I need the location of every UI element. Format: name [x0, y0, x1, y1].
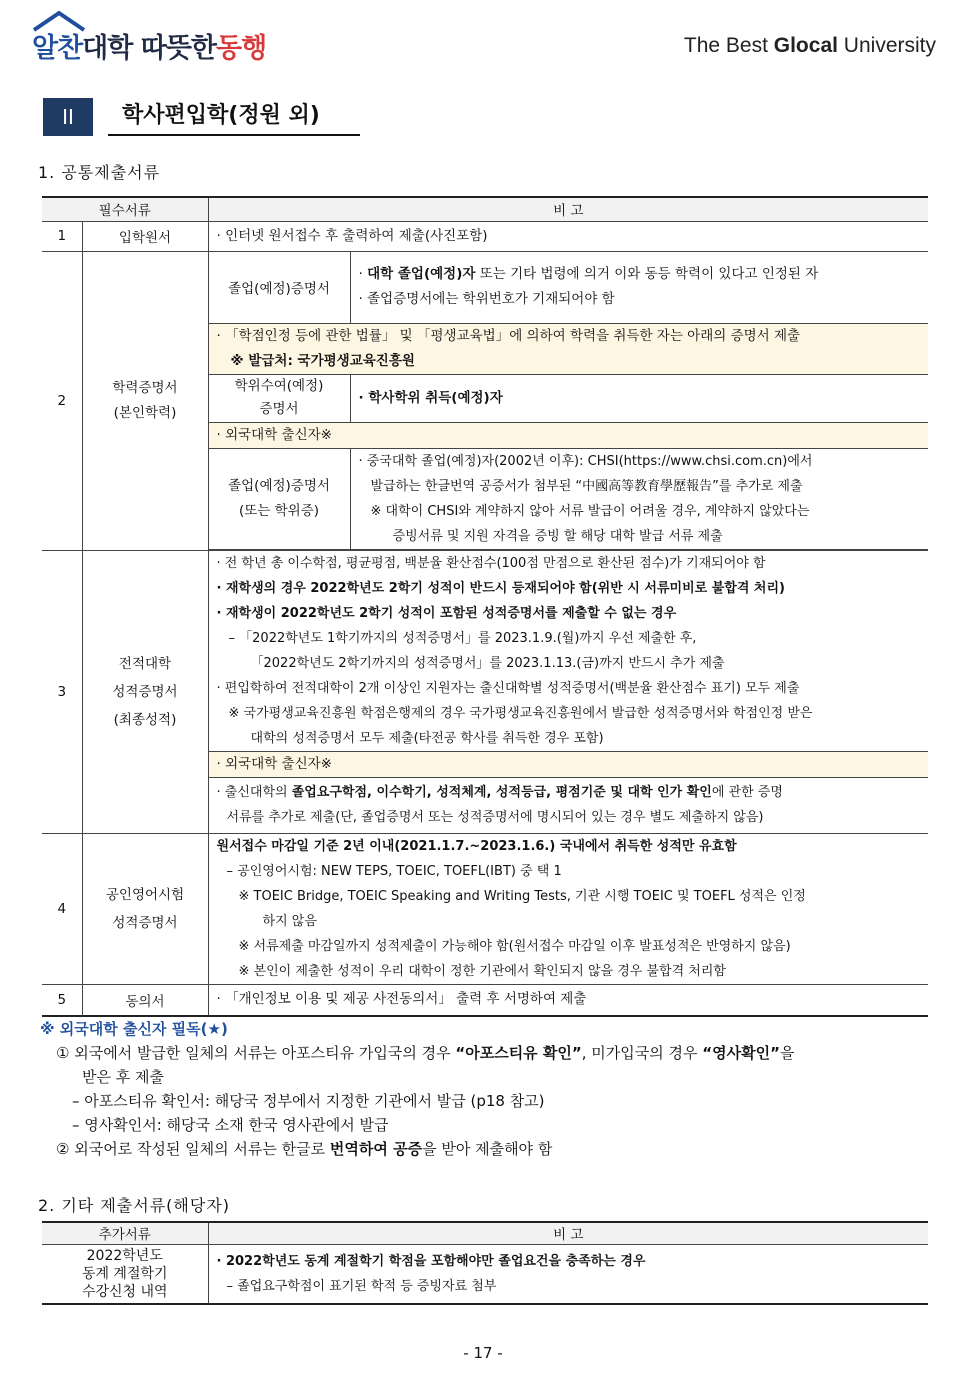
table-row: 3 전적대학 성적증명서 (최종성적) · 전 학년 총 이수학점, 평균평점, 백분율 환산점수(100점 만점으로 환산된 점수)가 기재되어야 함 · 재학생의 경우 2022학년도 2학기 성적이 반드시 등재되어야 함(위반 시 서류미비로 불합격 처리) · 재학생이 2022학년도 2학기 성적이 포함된 성적증명서를 제출할 수 없는 경우 – 「2022학년도 1학기까지의 성적증명서」를 2023.1.9.(월)까지 우선 제출한 후, 「2022학년도 2학기까지의 성적증명서」를 2023.1.13.(금)까지 반드시 추가 제출 · 편입학하여 전적대학이 2개 이상인 지원자는 출신대학별 성적증명서(백분율 환산점수 표기) 모두 제출 ※ 국가평생교육진흥원 학점은행제의 경우 국가평생교육진흥원에서 발급한 성적증명서와 학점인정 받은 대학의 성적증명서 모두 제출(타전공 학사를 취득한 경우 포함)	[42, 550, 928, 751]
table-row: 2022학년도 동계 계절학기 수강신청 내역 · 2022학년도 동계 계절학기 학점을 포함해야만 졸업요건을 충족하는 경우 – 졸업요구학점이 표기된 학적 등 증빙자료 첨부	[42, 1244, 928, 1304]
col-header-required: 필수서류	[42, 197, 208, 221]
foreign-notice: ① 외국에서 발급한 일체의 서류는 아포스티유 가입국의 경우 “아포스티유 확인”, 미가입국의 경우 “영사확인”을 받은 후 제출 – 아포스티유 확인서: 해당국 정부에서 지정한 기관에서 발급 (p18 참고) – 영사확인서: 해당국 소재 한국 영사관에서 발급 ② 외국어로 작성된 일체의 서류는 한글로 번역하여 공증을 받아 제출해야 함	[56, 1044, 795, 1158]
header-tagline: The Best Glocal University	[683, 34, 936, 57]
col-header-remarks: 비 고	[208, 1222, 928, 1244]
doc-name: 동의서	[82, 984, 208, 1016]
table-row: 5 동의서 · 「개인정보 이용 및 제공 사전동의서」 출력 후 서명하여 제출	[42, 984, 928, 1016]
foreign-notice-title: ※ 외국대학 출신자 필독(★)	[40, 1020, 228, 1038]
other-docs-heading: 2. 기타 제출서류(해당자)	[38, 1196, 231, 1215]
doc-name: 학력증명서 (본인학력)	[82, 251, 208, 550]
col-header-additional: 추가서류	[42, 1222, 208, 1244]
section-number: II	[43, 98, 93, 136]
doc-name: 2022학년도 동계 계절학기 수강신청 내역	[42, 1244, 208, 1304]
table-row: 4 공인영어시험 성적증명서 원서접수 마감일 기준 2년 이내(2021.1.7.~2023.1.6.) 국내에서 취득한 성적만 유효함 – 공인영어시험: NEW TEPS, TOEIC, TOEFL(IBT) 중 택 1 ※ TOEIC Bridge, TOEIC Speaking and Writing Tests, 기관 시행 TOEIC 및 TOEFL 성적은 인정 하지 않음 ※ 서류제출 마감일까지 성적제출이 가능해야 함(원서접수 마감일 이후 발표성적은 반영하지 않음) ※ 본인이 제출한 성적이 우리 대학이 정한 기관에서 확인되지 않을 경우 불합격 처리함	[42, 833, 928, 984]
doc-name: 공인영어시험 성적증명서	[82, 833, 208, 984]
table-row: 1 입학원서 · 인터넷 원서접수 후 출력하여 제출(사진포함)	[42, 221, 928, 251]
table-row: 2 학력증명서 (본인학력) 졸업(예정)증명서 · 대학 졸업(예정)자 또는 기타 법령에 의거 이와 동등 학력이 있다고 인정된 자 · 졸업증명서에는 학위번호가 기재되어야 함	[42, 251, 928, 323]
page-number: - 17 -	[463, 1344, 503, 1362]
doc-name: 전적대학 성적증명서 (최종성적)	[82, 550, 208, 833]
common-docs-table: 필수서류 비 고 1 입학원서 · 인터넷 원서접수 후 출력하여 제출(사진포함) 2 학력증명서 (본인학력) 졸업(예정)증명서 · 대학 졸업(예정)자 또는 기타 법령에 의거 이와 동등 학력이 있다고 인정된 자 · 졸업증명서에는 학위번호가 기재되어야 함 · 「학점인정 등에 관한 법률」 및 「평생교육법」에 의하여 학력을 취득한 자는 아래의 증명서 제출 ※ 발급처: 국가평생교육진흥원 학위수여(예정) 증명서 · 학사학위 취득(예정)자 · 외국대학 출신자※ 졸업(예정)증명서 (또는 학위증) · 중국대학 졸업(예정)자(2002년 이후): CHSI(https://www.chsi.com.cn)에서 발급하는 한글번역 공증서가 첨부된 “中國高等教育學歷報告”를 추가로 제출 ※ 대학이 CHSI와 계약하지 않아 서류 발급이 어려울 경우, 계약하지 않았다는 증빙서류 및 지원 자격을 증빙 할 해당 대학 발급 서류 제출 3 전적대학 성적증명서 (최종성적) · 전 학년 총 이수학점, 평균평점, 백분율 환산점수(100점 만점으로 환산된 점수)가 기재되어야 함 · 재학생의 경우 2022학년도 2학기 성적이 반드시 등재되어야 함(위반 시 서류미비로 불합격 처리) · 재학생이 2022학년도 2학기 성적이 포함된 성적증명서를 제출할 수 없는 경우 – 「2022학년도 1학기까지의 성적증명서」를 2023.1.9.(월)까지 우선 제출한 후, 「2022학년도 2학기까지의 성적증명서」를 2023.1.13.(금)까지 반드시 추가 제출 · 편입학하여 전적대학이 2개 이상인 지원자는 출신대학별 성적증명서(백분율 환산점수 표기) 모두 제출 ※ 국가평생교육진흥원 학점은행제의 경우 국가평생교육진흥원에서 발급한 성적증명서와 학점인정 받은 대학의 성적증명서 모두 제출(타전공 학사를 취득한 경우 포함) · 외국대학 출신자※ · 출신대학의 졸업요구학점, 이수학기, 성적체계, 성적등급, 평점기준 및 대학 인가 확인에 관한 증명 서류를 추가로 제출(단, 졸업증명서 또는 성적증명서에 명시되어 있는 경우 별도 제출하지 않음) 4 공인영어시험 성적증명서 원서접수 마감일 기준 2년 이내(2021.1.7.~2023.1.6.) 국내에서 취득한 성적만 유효함 – 공인영어시험: NEW TEPS, TOEIC, TOEFL(IBT) 중 택 1 ※ TOEIC Bridge, TOEIC Speaking and Writing Tests, 기관 시행 TOEIC 및 TOEFL 성적은 인정 하지 않음 ※ 서류제출 마감일까지 성적제출이 가능해야 함(원서접수 마감일 이후 발표성적은 반영하지 않음) ※ 본인이 제출한 성적이 우리 대학이 정한 기관에서 확인되지 않을 경우 불합격 처리함 5 동의서 · 「개인정보 이용 및 제공 사전동의서」 출력 후 서명하여 제출	[42, 196, 928, 1017]
col-header-remarks: 비 고	[208, 197, 928, 221]
university-logo: 알찬대학 따뜻한동행	[32, 33, 267, 64]
doc-name: 입학원서	[82, 221, 208, 251]
common-docs-heading: 1. 공통제출서류	[38, 163, 161, 182]
other-docs-table	[42, 1221, 928, 1305]
section-title: 학사편입학(정원 외)	[108, 100, 360, 136]
